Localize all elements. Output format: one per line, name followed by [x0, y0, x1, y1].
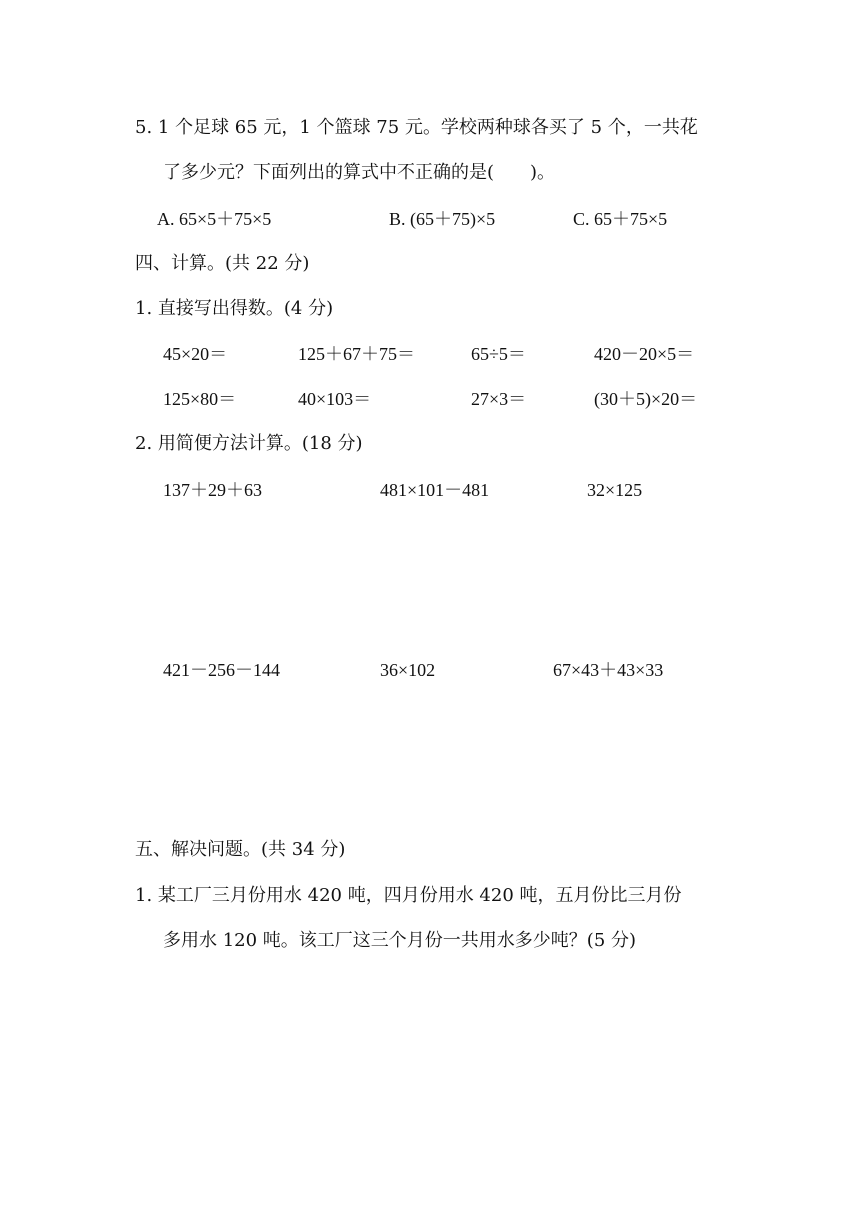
section-5-question-1-line-2: 多用水 120 吨。该工厂这三个月份一共用水多少吨？(5 分) — [163, 930, 637, 951]
simplify-calc-4: 421－256－144 — [163, 660, 280, 680]
oral-calc-1: 45×20＝ — [163, 344, 228, 364]
option-c: C. 65＋75×5 — [573, 209, 668, 229]
simplify-calc-3: 32×125 — [587, 480, 643, 500]
oral-calc-3: 65÷5＝ — [471, 344, 526, 364]
oral-calc-5: 125×80＝ — [163, 389, 237, 409]
section-5-heading: 五、解决问题。(共 34 分) — [135, 839, 346, 860]
simplify-calc-6: 67×43＋43×33 — [553, 660, 664, 680]
question-5-line-2: 了多少元？下面列出的算式中不正确的是( )。 — [163, 162, 556, 183]
oral-calc-8: (30＋5)×20＝ — [594, 389, 698, 409]
question-5-line-1: 5. 1 个足球 65 元，1 个篮球 75 元。学校两种球各买了 5 个，一共花 — [135, 117, 698, 138]
section-4-heading: 四、计算。(共 22 分) — [135, 253, 310, 274]
oral-calc-7: 27×3＝ — [471, 389, 527, 409]
simplify-calc-1: 137＋29＋63 — [163, 480, 262, 500]
section-4-part-2-title: 2. 用简便方法计算。(18 分) — [135, 433, 363, 454]
simplify-calc-2: 481×101－481 — [380, 480, 490, 500]
oral-calc-2: 125＋67＋75＝ — [298, 344, 415, 364]
section-4-part-1-title: 1. 直接写出得数。(4 分) — [135, 298, 334, 319]
section-5-question-1-line-1: 1. 某工厂三月份用水 420 吨，四月份用水 420 吨，五月份比三月份 — [135, 885, 682, 906]
option-a: A. 65×5＋75×5 — [157, 209, 272, 229]
simplify-calc-5: 36×102 — [380, 660, 436, 680]
option-b: B. (65＋75)×5 — [389, 209, 496, 229]
oral-calc-4: 420－20×5＝ — [594, 344, 695, 364]
oral-calc-6: 40×103＝ — [298, 389, 372, 409]
